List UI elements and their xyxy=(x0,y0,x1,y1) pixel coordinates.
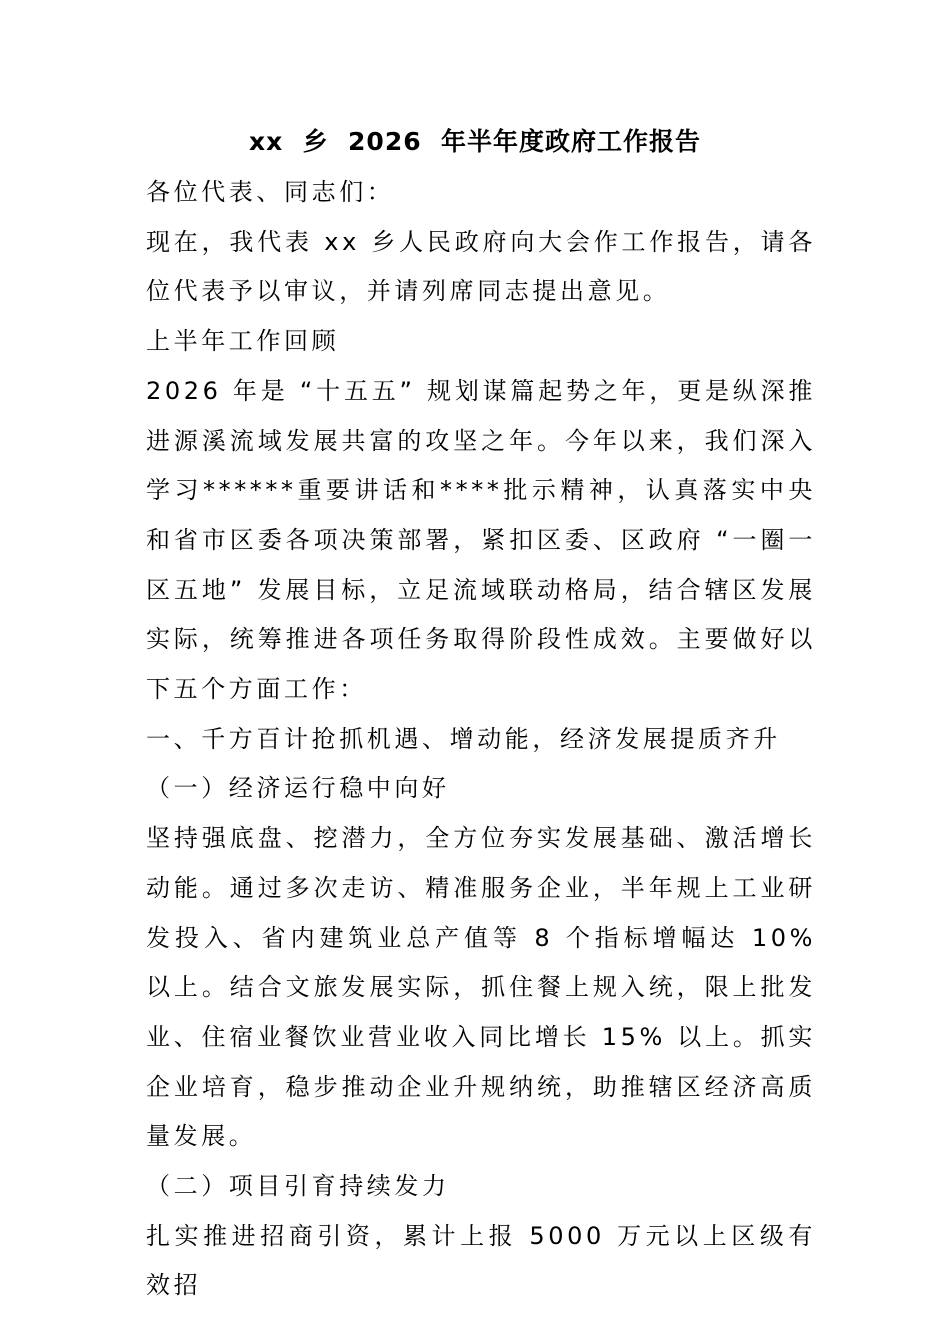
subheading-economy: （一）经济运行稳中向好 xyxy=(146,774,450,803)
document-body xyxy=(146,168,816,1311)
document-title: xx 乡 2026 年半年度政府工作报告 xyxy=(248,127,702,156)
review-paragraph: 2026 年是 “十五五” 规划谋篇起势之年，更是纵深推进源溪流域发展共富的攻坚之年。今年以来，我们深入学习******重要讲话和****批示精神，认真落实中央和省市区委各项决策部署，紧扣区委、区政府 “一圈一区五地” 发展目标，立足流域联动格局，结合辖区发展实际，统筹推进各项任务取得阶段性成效。主要做好以下五个方面工作： xyxy=(146,376,816,704)
opening-paragraph: 现在，我代表 xx 乡人民政府向大会作工作报告，请各位代表予以审议，并请列席同志提出意见。 xyxy=(146,227,816,306)
projects-paragraph: 扎实推进招商引资，累计上报 5000 万元以上区级有效招 xyxy=(146,1221,816,1300)
subheading-projects: （二）项目引育持续发力 xyxy=(146,1172,450,1201)
section-heading-review: 上半年工作回顾 xyxy=(146,327,340,356)
economy-paragraph: 坚持强底盘、挖潜力，全方位夯实发展基础、激活增长动能。通过多次走访、精准服务企业，半年规上工业研发投入、省内建筑业总产值等 8 个指标增幅达 10% 以上。结合文旅发展实际，抓住餐上规入统，限上批发业、住宿业餐饮业营业收入同比增长 15% 以上。抓实企业培育，稳步推动企业升规纳统，助推辖区经济高质量发展。 xyxy=(146,824,816,1151)
section-heading-one: 一、千方百计抢抓机遇、增动能，经济发展提质齐升 xyxy=(146,724,781,753)
salutation: 各位代表、同志们： xyxy=(146,178,395,206)
